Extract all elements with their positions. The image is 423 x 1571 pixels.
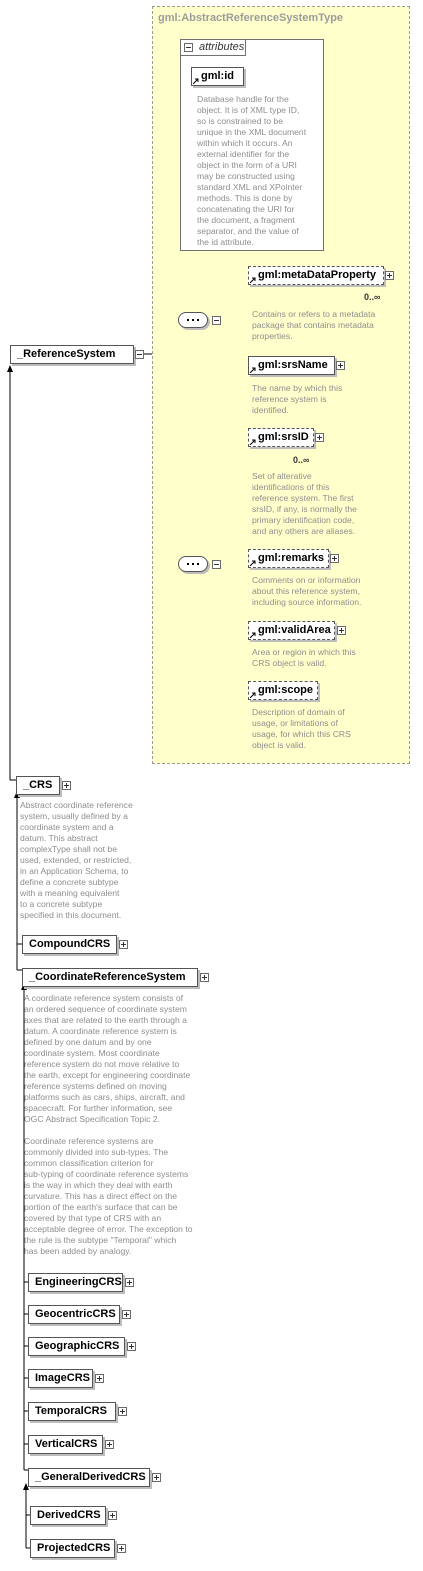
type-coordinatereferencesystem[interactable] xyxy=(22,968,198,987)
collapse-icon[interactable] xyxy=(212,560,221,569)
type-label: ImageCRS xyxy=(35,1372,91,1384)
doc-line: srsID, if any, is normally the xyxy=(252,504,357,514)
type-geographiccrs[interactable] xyxy=(28,1337,125,1356)
cardinality: 0..∞ xyxy=(293,455,310,465)
attribute-name: gml:id xyxy=(201,70,234,82)
doc-line: including source information. xyxy=(252,597,362,607)
sequence-compositor-1[interactable] xyxy=(178,312,208,328)
element-label: gml:scope xyxy=(258,684,314,696)
expand-icon[interactable] xyxy=(125,1278,134,1287)
doc-line: coordinate system and a xyxy=(20,822,114,832)
element-doc xyxy=(252,383,402,416)
doc-line: axes that are related to the earth through a xyxy=(24,1015,187,1025)
doc-line: Contains or refers to a metadata xyxy=(252,309,376,319)
type-doc xyxy=(24,993,224,1257)
attributes-label: attributes xyxy=(199,41,245,53)
type-doc xyxy=(20,800,155,921)
doc-line: the rule is the subtype "Temporal" which xyxy=(24,1235,177,1245)
type-label: DerivedCRS xyxy=(37,1509,101,1521)
doc-line: spacecraft. For further information, see xyxy=(24,1103,173,1113)
doc-line: usage, for which this CRS xyxy=(252,729,351,739)
element-label: gml:srsID xyxy=(258,431,309,443)
doc-line: so is constrained to be xyxy=(197,116,283,126)
element-label: gml:srsName xyxy=(258,359,328,371)
expand-icon[interactable] xyxy=(108,1511,117,1520)
attribute-gml-id[interactable] xyxy=(191,67,244,86)
expand-icon[interactable] xyxy=(118,1407,127,1416)
expand-icon[interactable] xyxy=(385,271,394,280)
type-generalderivedcrs[interactable] xyxy=(28,1468,150,1487)
doc-line: sub-typing of coordinate reference systems xyxy=(24,1169,189,1179)
doc-line: standard XML and XPointer xyxy=(197,182,303,192)
doc-line: Comments on or information xyxy=(252,575,361,585)
doc-line: The name by which this xyxy=(252,383,343,393)
doc-line: Abstract coordinate reference xyxy=(20,800,133,810)
doc-line: may be constructed using xyxy=(197,171,295,181)
doc-line: reference system do not move relative to xyxy=(24,1059,180,1069)
type-engineeringcrs[interactable] xyxy=(28,1273,123,1292)
doc-line: usage, or limitations of xyxy=(252,718,338,728)
doc-line: Database handle for the xyxy=(197,94,289,104)
type-label: CompoundCRS xyxy=(29,938,111,950)
reference-arrow-icon xyxy=(250,439,256,445)
element-label: gml:remarks xyxy=(258,552,325,564)
doc-line: Coordinate reference systems are xyxy=(24,1136,154,1146)
element-scope[interactable] xyxy=(248,681,318,700)
doc-line: reference system is xyxy=(252,394,327,404)
doc-line: external identifier for the xyxy=(197,149,290,159)
doc-line: reference system. The first xyxy=(252,493,354,503)
element-doc xyxy=(252,707,402,751)
element-doc xyxy=(252,575,402,608)
expand-icon[interactable] xyxy=(315,433,324,442)
type-compoundcrs[interactable] xyxy=(22,935,117,954)
reference-arrow-icon xyxy=(250,692,256,698)
type-label: VerticalCRS xyxy=(35,1438,98,1450)
expand-icon[interactable] xyxy=(105,1440,114,1449)
reference-arrow-icon xyxy=(250,632,256,638)
doc-line: object is valid. xyxy=(252,740,306,750)
doc-line: covered by that type of CRS with an xyxy=(24,1213,162,1223)
root-element-label: _ReferenceSystem xyxy=(17,348,116,360)
doc-line: with a meaning equivalent xyxy=(20,888,120,898)
reference-arrow-icon xyxy=(250,560,256,566)
doc-line: commonly divided into sub-types. The xyxy=(24,1147,169,1157)
type-projectedcrs[interactable] xyxy=(30,1539,115,1558)
element-remarks[interactable] xyxy=(248,549,329,568)
doc-line: acceptable degree of error. The exception to xyxy=(24,1224,193,1234)
element-doc xyxy=(252,471,402,537)
element-srsid[interactable] xyxy=(248,428,314,447)
doc-line: common classification criterion for xyxy=(24,1158,154,1168)
reference-arrow-icon xyxy=(250,277,256,283)
doc-line: has been added by analogy. xyxy=(24,1246,132,1256)
element-validarea[interactable] xyxy=(248,621,335,640)
type-label: GeocentricCRS xyxy=(35,1308,116,1320)
element-srsname[interactable] xyxy=(248,356,335,375)
root-element[interactable] xyxy=(10,345,134,364)
doc-line: an ordered sequence of coordinate system xyxy=(24,1004,187,1014)
expand-icon[interactable] xyxy=(62,781,71,790)
doc-line: defined by one datum and by one xyxy=(24,1037,152,1047)
type-imagecrs[interactable] xyxy=(28,1369,93,1388)
type-temporalcrs[interactable] xyxy=(28,1402,116,1421)
doc-line: to a concrete subtype xyxy=(20,899,103,909)
doc-line: object in the form of a URI xyxy=(197,160,297,170)
doc-line: properties. xyxy=(252,331,293,341)
doc-line: methods. This is done by xyxy=(197,193,293,203)
doc-line: A coordinate reference system consists of xyxy=(24,993,184,1003)
element-metadataproperty[interactable] xyxy=(248,266,384,285)
type-label: GeographicCRS xyxy=(35,1340,120,1352)
sequence-icon xyxy=(187,563,199,565)
sequence-compositor-2[interactable] xyxy=(178,556,208,572)
sequence-icon xyxy=(187,319,199,321)
type-label: TemporalCRS xyxy=(35,1405,107,1417)
expand-icon[interactable] xyxy=(117,1544,126,1553)
type-crs[interactable] xyxy=(16,776,60,795)
doc-line: system, usually defined by a xyxy=(20,811,128,821)
doc-line: define a concrete subtype xyxy=(20,877,119,887)
doc-line: Set of alterative xyxy=(252,471,312,481)
reference-arrow-icon xyxy=(193,78,199,84)
expand-icon[interactable] xyxy=(95,1374,104,1383)
expand-icon[interactable] xyxy=(336,361,345,370)
expand-icon[interactable] xyxy=(127,1342,136,1351)
doc-line: curvature. This has a direct effect on the xyxy=(24,1191,178,1201)
doc-line: separator, and the value of xyxy=(197,226,299,236)
doc-line: Description of domain of xyxy=(252,707,345,717)
expand-icon[interactable] xyxy=(200,973,209,982)
doc-line: OGC Abstract Specification Topic 2. xyxy=(24,1114,160,1124)
type-verticalcrs[interactable] xyxy=(28,1435,103,1454)
doc-line: complexType shall not be xyxy=(20,844,117,854)
type-label: EngineeringCRS xyxy=(35,1276,122,1288)
attribute-doc xyxy=(197,94,321,248)
type-label: _CRS xyxy=(23,779,53,791)
cardinality: 0..∞ xyxy=(364,292,381,302)
type-label: ProjectedCRS xyxy=(37,1542,111,1554)
element-doc xyxy=(252,647,402,669)
type-label: _GeneralDerivedCRS xyxy=(35,1471,146,1483)
expand-icon[interactable] xyxy=(330,554,339,563)
doc-line: specified in this document. xyxy=(20,910,122,920)
reference-arrow-icon xyxy=(250,367,256,373)
element-label: gml:validArea xyxy=(258,624,331,636)
doc-line: in an Application Schema, to xyxy=(20,866,129,876)
doc-line: is the way in which they deal with earth xyxy=(24,1180,173,1190)
doc-line: package that contains metadata xyxy=(252,320,374,330)
doc-line: identifications of this xyxy=(252,482,330,492)
collapse-icon[interactable] xyxy=(212,316,221,325)
type-derivedcrs[interactable] xyxy=(30,1506,106,1525)
doc-line: concatenating the URI for xyxy=(197,204,295,214)
doc-line: unique in the XML document xyxy=(197,127,307,137)
doc-line: Area or region in which this xyxy=(252,647,356,657)
type-label: _CoordinateReferenceSystem xyxy=(29,971,186,983)
element-label: gml:metaDataProperty xyxy=(258,269,376,281)
doc-line: and any others are aliases. xyxy=(252,526,356,536)
doc-line: primary identification code, xyxy=(252,515,355,525)
expand-icon[interactable] xyxy=(152,1473,161,1482)
collapse-icon[interactable] xyxy=(135,350,144,359)
doc-line: used, extended, or restricted, xyxy=(20,855,132,865)
doc-line: datum. This abstract xyxy=(20,833,98,843)
doc-line: the id attribute. xyxy=(197,237,254,247)
doc-line: datum. A coordinate reference system is xyxy=(24,1026,177,1036)
expand-icon[interactable] xyxy=(122,1310,131,1319)
doc-line: CRS object is valid. xyxy=(252,658,327,668)
doc-line: portion of the earth's surface that can be xyxy=(24,1202,178,1212)
doc-line: object. It is of XML type ID, xyxy=(197,105,300,115)
collapse-icon[interactable] xyxy=(184,43,193,52)
expand-icon[interactable] xyxy=(119,940,128,949)
doc-line: platforms such as cars, ships, aircraft, and xyxy=(24,1092,185,1102)
doc-line: within which it occurs. An xyxy=(197,138,293,148)
doc-line: reference systems defined on moving xyxy=(24,1081,167,1091)
doc-line: the document, a fragment xyxy=(197,215,295,225)
element-doc xyxy=(252,309,402,342)
type-geocentriccrs[interactable] xyxy=(28,1305,120,1324)
base-type-title: gml:AbstractReferenceSystemType xyxy=(158,12,344,24)
doc-line xyxy=(24,1125,224,1136)
doc-line: coordinate system. Most coordinate xyxy=(24,1048,160,1058)
expand-icon[interactable] xyxy=(337,626,346,635)
doc-line: about this reference system, xyxy=(252,586,360,596)
doc-line: the earth, except for engineering coordinate xyxy=(24,1070,191,1080)
doc-line: identified. xyxy=(252,405,289,415)
